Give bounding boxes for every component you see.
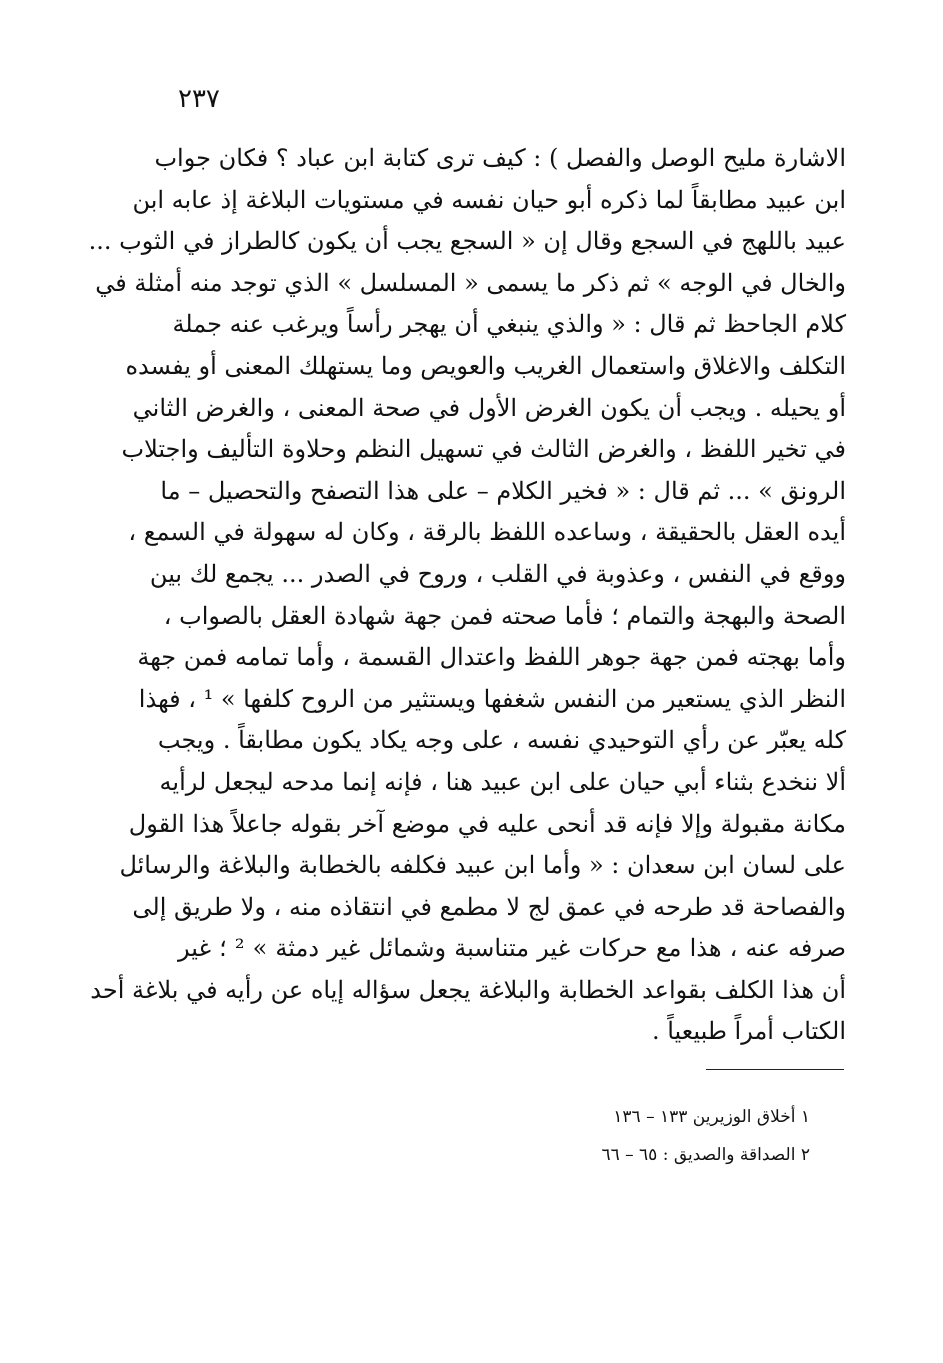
text-line: النظر الذي يستعير من النفس شغفها ويستثير من الروح كلفها » ¹ ، فهذا	[138, 684, 846, 713]
page-number: ٢٣٧	[178, 84, 220, 114]
text-line: أو يحيله . ويجب أن يكون الغرض الأول في صحة المعنى ، والغرض الثاني	[132, 393, 846, 422]
text-line: كلام الجاحظ ثم قال : « والذي ينبغي أن يهجر رأساً ويرغب عنه جملة	[172, 310, 846, 339]
footnotes	[300, 1098, 810, 1174]
text-line: الرونق » ... ثم قال : « فخير الكلام – على هذا التصفح والتحصيل – ما	[160, 476, 846, 505]
text-line: أن هذا الكلف بقواعد الخطابة والبلاغة يجعل سؤاله إياه عن رأيه في بلاغة أحد	[90, 975, 846, 1004]
text-line: ألا ننخدع بثناء أبي حيان على ابن عبيد هنا ، فإنه إنما مدحه ليجعل لرأيه	[159, 767, 846, 796]
text-line: أيده العقل بالحقيقة ، وساعده اللفظ بالرقة ، وكان له سهولة في السمع ،	[128, 518, 846, 547]
text-line: والخال في الوجه » ثم ذكر ما يسمى « المسلسل » الذي توجد منه أمثلة في	[95, 268, 846, 297]
text-line: والفصاحة قد طرحه في عمق لج لا مطمع في انتقاذه منه ، ولا طريق إلى	[132, 892, 846, 921]
text-line: الاشارة مليح الوصل والفصل ) : كيف ترى كتابة ابن عباد ؟ فكان جواب	[154, 144, 846, 172]
text-line: صرفه عنه ، هذا مع حركات غير متناسبة وشمائل غير دمثة » ² ؛ غير	[178, 934, 846, 963]
text-line: مكانة مقبولة وإلا فإنه قد أنحى عليه في موضع آخر بقوله جاعلاً هذا القول	[128, 809, 846, 838]
text-line: في تخير اللفظ ، والغرض الثالث في تسهيل النظم وحلاوة التأليف واجتلاب	[121, 435, 846, 464]
text-line: كله يعبّر عن رأي التوحيدي نفسه ، على وجه يكاد يكون مطابقاً . ويجب	[157, 726, 846, 755]
text-line: الصحة والبهجة والتمام ؛ فأما صحته فمن جهة شهادة العقل بالصواب ،	[163, 601, 846, 630]
footnote: ٢ الصداقة والصديق : ٦٥ – ٦٦	[601, 1145, 810, 1165]
body-text	[88, 138, 846, 1053]
text-line: ووقع في النفس ، وعذوبة في القلب ، وروح في الصدر ... يجمع لك بين	[149, 559, 846, 588]
text-line: على لسان ابن سعدان : « وأما ابن عبيد فكلفه بالخطابة والبلاغة والرسائل	[119, 851, 846, 880]
text-line: عبيد باللهج في السجع وقال إن « السجع يجب أن يكون كالطراز في الثوب ...	[88, 227, 846, 256]
text-line: وأما بهجته فمن جهة جوهر اللفظ واعتدال القسمة ، وأما تمامه فمن جهة	[137, 643, 846, 672]
text-line: ابن عبيد مطابقاً لما ذكره أبو حيان نفسه في مستويات البلاغة إذ عابه ابن	[132, 185, 846, 214]
footnote: ١ أخلاق الوزيرين ١٣٣ – ١٣٦	[613, 1107, 810, 1127]
text-line: الكتاب أمراً طبيعياً .	[651, 1017, 846, 1046]
footnote-divider	[706, 1069, 844, 1070]
text-line: التكلف والاغلاق واستعمال الغريب والعويص وما يستهلك المعنى أو يفسده	[125, 351, 846, 380]
